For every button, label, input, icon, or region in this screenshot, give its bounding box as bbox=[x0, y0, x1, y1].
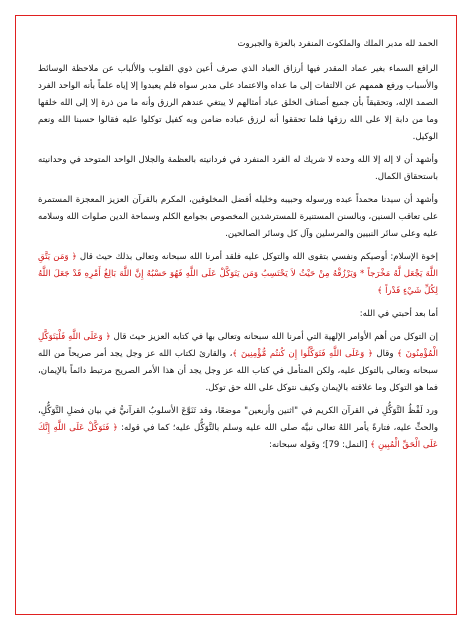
paragraph-text: الحمد لله مدبر الملك والملكوت المنفرد بالعزة والجبروت bbox=[237, 39, 438, 49]
paragraph-text: وأشهد أن سيدنا محمداً عبده ورسوله وحبيبه وخليله أفضل المخلوقين، المكرم بالقرآن العزيز المعجزة المستمرة على تعاقب السنين، وبالسنن المستنيرة للمسترشدين المخصوص بجوامع الكلم وسماحة الدين صلوات الله وسلامه عليه وعلى سائر النبيين والمرسلين وآل كل وسائر الصالحين. bbox=[38, 195, 438, 239]
paragraph-text: ورد لَفْظُ التَّوَكُّلِ في القرآن الكريم في "اثنين وأربعين" موضعًا، وقد تَنَوَّعَ الأسلوبُ القرآنيُّ في بيان فضلِ التَّوَكُّلِ، والحثِّ عليه، فتارةً يأمر اللهُ تعالى نبيَّه صلى الله عليه وسلم بالتَّوَكُّل عليه؛ كما في قوله: bbox=[38, 406, 438, 433]
paragraph-text: وأشهد أن لا إله إلا الله وحده لا شريك له الفرد المنفرد في فردانيته بالعظمة والجلال الواحد المتوحد في وحدانيته باستحقاق الكمال. bbox=[38, 155, 438, 182]
paragraph-text: الرافع السماء بغير عماد المقدر فيها أرزاق العباد الذي صرف أعين ذوي القلوب والألباب عن ملاحظة الوسائط والأسباب ورفع هممهم عن الالتفات إلى ما عداه والاعتماد على مدبر سواه فلم يعبدوا إلا إياه علماً بأنه الواحد الفرد الصمد الإله، وتحقيقاً بأن جميع أصناف الخلق عباد أمثالهم لا يبتغي عندهم الرزق وأنه ما من ذرة إلا إلى الله خلقها وما من دابة إلا على الله رزقها فلما تحققوا أنه لرزق عباده ضامن وبه كفيل توكلوا عليه فقالوا حسبنا الله ونعم الوكيل. bbox=[38, 64, 438, 142]
paragraph-text: إن التوكل من أهم الأوامر الإلهية التي أمرنا الله سبحانه وتعالى بها في كتابه العزيز حيث قال bbox=[110, 332, 438, 342]
opening-praise bbox=[38, 36, 438, 53]
paragraph-text: [النمل: 79]؛ وقوله سبحانه: bbox=[269, 440, 371, 450]
paragraph bbox=[38, 152, 438, 186]
paragraph-text: وقال bbox=[372, 349, 398, 359]
paragraph bbox=[38, 329, 438, 397]
quran-verse: ﴿ وَعَلَى اللَّهِ فَلْيَتَوَكَّلِ الْمُؤْمِنُونَ ﴾ bbox=[38, 332, 438, 359]
quran-verse: ﴿ فَتَوَكَّلْ عَلَى اللَّهِ إِنَّكَ عَلَى الْحَقِّ الْمُبِينِ ﴾ bbox=[38, 423, 438, 450]
document-page bbox=[15, 15, 457, 615]
quran-verse: ﴿ وَعَلَى اللَّهِ فَتَوَكَّلُوا إِن كُنتُم مُّؤْمِنِينَ ﴾ bbox=[232, 349, 373, 359]
paragraph bbox=[38, 61, 438, 146]
quran-verse: ﴿ وَمَن يَتَّقِ اللَّهَ يَجْعَل لَّهُ مَخْرَجاً * وَيَرْزُقْهُ مِنْ حَيْثُ لاَ يَحْتَسِبُ وَمَن يَتَوَكَّلْ عَلَى اللَّهِ فَهُوَ حَسْبُهُ إِنَّ اللَّهَ بَالِغُ أَمْرِهِ قَدْ جَعَلَ اللَّهُ لِكُلِّ شَيْءٍ قَدْراً ﴾ bbox=[38, 252, 438, 296]
paragraph-text: إخوة الإسلام: أوصيكم ونفسي بتقوى الله والتوكل عليه فلقد أمرنا الله سبحانه وتعالى بذلك حيث قال bbox=[76, 252, 438, 262]
paragraph-text: ، والقارئ لكتاب الله عز وجل يجد أمر صريحاً من الله سبحانه وتعالى بالتوكل عليه، ولكن المتأمل في كتاب الله عز وجل يجد أن هذا الأمر الصريح مرتبط دائماً بالإيمان، فما هو التوكل وما علاقته بالإيمان وكيف نتوكل على الله حق توكل. bbox=[38, 349, 438, 393]
paragraph bbox=[38, 192, 438, 243]
paragraph-text: أما بعد أحبتي في الله: bbox=[359, 309, 438, 319]
section-heading bbox=[38, 306, 438, 323]
document-body bbox=[38, 36, 438, 460]
paragraph bbox=[38, 403, 438, 454]
paragraph bbox=[38, 249, 438, 300]
